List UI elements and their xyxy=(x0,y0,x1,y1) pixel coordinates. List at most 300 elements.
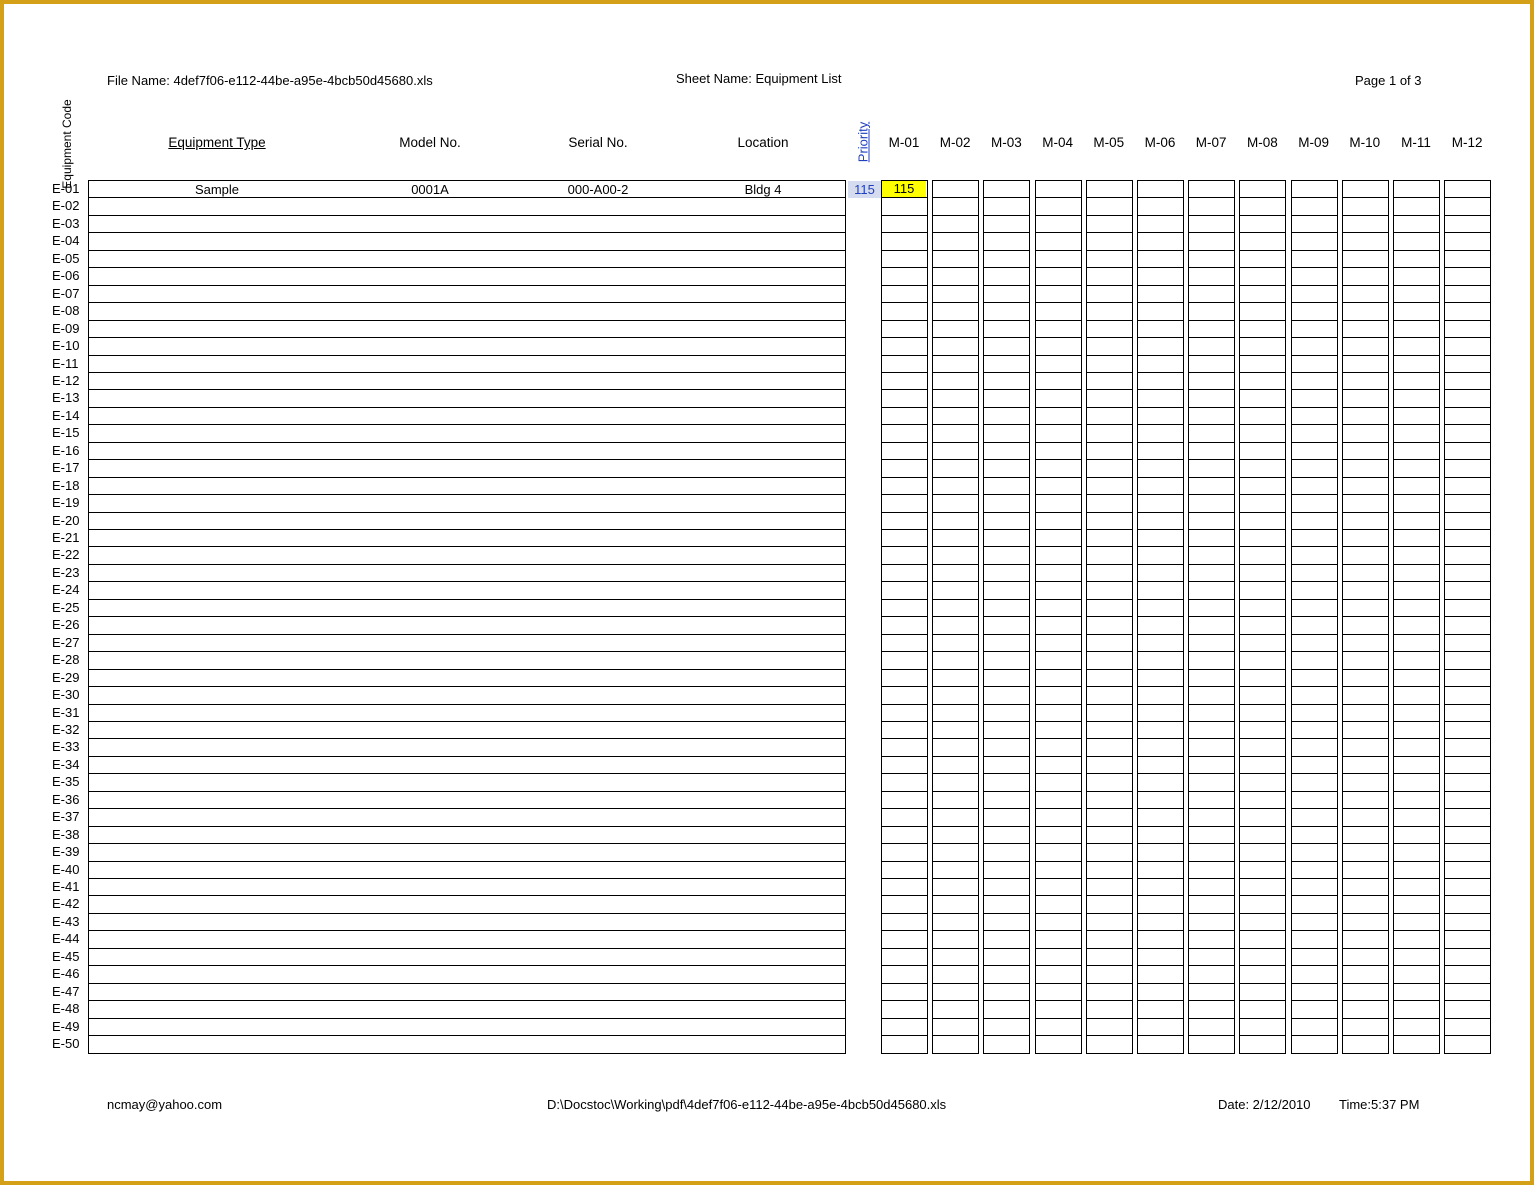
month-cell-divider xyxy=(983,337,1030,338)
month-cell-divider xyxy=(1239,1053,1286,1054)
month-cell-divider xyxy=(1342,337,1389,338)
month-cell-divider xyxy=(1342,215,1389,216)
month-cell-divider xyxy=(1342,546,1389,547)
month-cell-divider xyxy=(1086,878,1133,879)
month-cell-divider xyxy=(1393,581,1440,582)
month-cell-divider xyxy=(932,651,979,652)
month-cell-divider xyxy=(1086,459,1133,460)
month-cell-divider xyxy=(983,686,1030,687)
month-header: M-07 xyxy=(1195,135,1227,150)
month-cell-divider xyxy=(1188,529,1235,530)
equipment-code-row: E-14 xyxy=(52,407,80,423)
month-cell-divider xyxy=(1035,337,1082,338)
month-cell-divider xyxy=(1137,215,1184,216)
month-cell-divider xyxy=(1291,1000,1338,1001)
month-cell-divider xyxy=(1444,1018,1491,1019)
month-cell-divider xyxy=(1188,320,1235,321)
month-cell-divider xyxy=(983,1000,1030,1001)
month-cell-divider xyxy=(1086,738,1133,739)
month-cell-divider xyxy=(983,826,1030,827)
month-cell-divider xyxy=(1086,564,1133,565)
row-divider xyxy=(88,616,845,617)
row-1-location[interactable]: Bldg 4 xyxy=(744,182,782,197)
month-cell-divider xyxy=(1444,250,1491,251)
row-1-model-no[interactable]: 0001A xyxy=(411,182,449,197)
month-cell-divider xyxy=(1342,738,1389,739)
month-cell-divider xyxy=(1137,512,1184,513)
month-cell-divider xyxy=(1291,808,1338,809)
month-cell-divider xyxy=(1188,389,1235,390)
month-cell-divider xyxy=(1291,983,1338,984)
month-cell-divider xyxy=(1342,1018,1389,1019)
month-cell-divider xyxy=(881,581,928,582)
month-cell-divider xyxy=(1188,669,1235,670)
month-cell-divider xyxy=(1137,599,1184,600)
equipment-code-row: E-27 xyxy=(52,634,80,650)
month-cell-divider xyxy=(1291,616,1338,617)
month-cell-divider xyxy=(881,965,928,966)
month-cell-divider xyxy=(932,616,979,617)
equipment-code-row: E-31 xyxy=(52,704,80,720)
month-cell-divider xyxy=(1393,843,1440,844)
row-1-m01-cell[interactable]: 115 xyxy=(882,181,926,197)
month-cell-divider xyxy=(1342,791,1389,792)
month-cell-divider xyxy=(1291,197,1338,198)
month-cell-divider xyxy=(932,267,979,268)
month-cell-divider xyxy=(1137,738,1184,739)
month-cell-divider xyxy=(1393,424,1440,425)
month-cell-divider xyxy=(1291,1018,1338,1019)
row-1-priority[interactable]: 115 xyxy=(848,181,881,198)
month-cell-divider xyxy=(932,721,979,722)
month-cell-divider xyxy=(1137,546,1184,547)
row-divider xyxy=(88,546,845,547)
month-cell-divider xyxy=(932,756,979,757)
month-cell-divider xyxy=(1137,285,1184,286)
month-cell-divider xyxy=(1188,599,1235,600)
month-cell-divider xyxy=(1035,634,1082,635)
month-cell-divider xyxy=(1035,564,1082,565)
month-cell-divider xyxy=(1342,686,1389,687)
month-cell-divider xyxy=(1444,389,1491,390)
priority-header-link[interactable]: Priority xyxy=(855,121,871,163)
equipment-code-row: E-41 xyxy=(52,879,80,894)
month-cell-divider xyxy=(1035,599,1082,600)
month-cell-divider xyxy=(881,267,928,268)
month-cell-divider xyxy=(1137,686,1184,687)
month-cell-divider xyxy=(1393,930,1440,931)
month-cell-divider xyxy=(1239,424,1286,425)
month-cell-divider xyxy=(1086,616,1133,617)
month-cell-divider xyxy=(1239,861,1286,862)
month-cell-divider xyxy=(1291,232,1338,233)
month-cell-divider xyxy=(1188,337,1235,338)
month-cell-divider xyxy=(932,180,979,181)
row-divider xyxy=(88,337,845,338)
month-cell-divider xyxy=(881,302,928,303)
month-cell-divider xyxy=(1086,965,1133,966)
month-cell-divider xyxy=(1393,808,1440,809)
month-cell-divider xyxy=(1342,442,1389,443)
month-header: M-03 xyxy=(991,135,1022,150)
month-cell-divider xyxy=(1291,791,1338,792)
month-cell-divider xyxy=(1291,599,1338,600)
month-cell-divider xyxy=(1393,302,1440,303)
month-cell-divider xyxy=(1444,651,1491,652)
month-cell-divider xyxy=(1342,529,1389,530)
month-cell-divider xyxy=(1342,599,1389,600)
month-cell-divider xyxy=(1342,477,1389,478)
month-cell-divider xyxy=(1035,197,1082,198)
month-cell-divider xyxy=(1086,843,1133,844)
priority-header[interactable] xyxy=(848,112,878,172)
month-cell-divider xyxy=(881,1053,928,1054)
month-cell-divider xyxy=(1342,704,1389,705)
month-cell-divider xyxy=(983,738,1030,739)
month-cell-divider xyxy=(1291,337,1338,338)
month-cell-divider xyxy=(1239,948,1286,949)
footer-email: ncmay@yahoo.com xyxy=(107,1097,223,1112)
month-cell-divider xyxy=(1137,616,1184,617)
month-cell-divider xyxy=(1137,302,1184,303)
equipment-code-row: E-46 xyxy=(52,966,80,982)
month-cell-divider xyxy=(1239,878,1286,879)
month-cell-divider xyxy=(1239,389,1286,390)
month-cell-divider xyxy=(881,843,928,844)
month-cell-divider xyxy=(1086,389,1133,390)
month-cell-divider xyxy=(1086,599,1133,600)
row-divider xyxy=(88,686,845,687)
row-divider xyxy=(88,320,845,321)
row-1-equipment-type[interactable]: Sample xyxy=(194,182,240,197)
month-cell-divider xyxy=(1444,1053,1491,1054)
month-cell-divider xyxy=(1137,861,1184,862)
month-cell-divider xyxy=(1393,320,1440,321)
month-cell-divider xyxy=(1086,180,1133,181)
month-cell-divider xyxy=(1444,529,1491,530)
row-divider xyxy=(88,651,845,652)
month-cell-divider xyxy=(1342,389,1389,390)
month-cell-divider xyxy=(932,704,979,705)
equipment-code-row: E-21 xyxy=(52,530,80,545)
month-cell-divider xyxy=(932,407,979,408)
month-cell-divider xyxy=(881,861,928,862)
month-cell-divider xyxy=(1393,913,1440,914)
month-cell-divider xyxy=(1393,285,1440,286)
month-cell-divider xyxy=(1239,494,1286,495)
month-cell-divider xyxy=(1188,843,1235,844)
month-cell-divider xyxy=(983,965,1030,966)
equipment-code-row: E-13 xyxy=(52,390,80,406)
month-cell-divider xyxy=(983,983,1030,984)
row-divider xyxy=(88,913,845,914)
month-cell-divider xyxy=(1444,738,1491,739)
month-cell-divider xyxy=(1035,930,1082,931)
month-cell-divider xyxy=(1239,704,1286,705)
month-cell-divider xyxy=(1188,651,1235,652)
month-cell-divider xyxy=(1291,704,1338,705)
month-cell-divider xyxy=(932,843,979,844)
row-divider xyxy=(88,948,845,949)
month-cell-divider xyxy=(1444,477,1491,478)
month-cell-divider xyxy=(1035,250,1082,251)
month-cell-divider xyxy=(1086,1018,1133,1019)
month-cell-divider xyxy=(1444,756,1491,757)
month-cell-divider xyxy=(1444,215,1491,216)
month-cell-divider xyxy=(881,599,928,600)
month-cell-divider xyxy=(881,232,928,233)
equipment-code-row: E-11 xyxy=(52,355,79,371)
month-cell-divider xyxy=(881,773,928,774)
month-cell-divider xyxy=(1035,1053,1082,1054)
month-cell-divider xyxy=(1393,686,1440,687)
month-cell-divider xyxy=(1086,634,1133,635)
month-cell-divider xyxy=(881,756,928,757)
month-cell-divider xyxy=(1188,616,1235,617)
month-cell-divider xyxy=(1342,355,1389,356)
month-cell-divider xyxy=(1444,721,1491,722)
month-cell-divider xyxy=(1137,267,1184,268)
table-border xyxy=(88,180,89,1054)
month-cell-divider xyxy=(1137,895,1184,896)
month-cell-divider xyxy=(1444,355,1491,356)
month-cell-divider xyxy=(1444,372,1491,373)
month-cell-divider xyxy=(1444,1035,1491,1036)
month-cell-divider xyxy=(1035,913,1082,914)
row-divider xyxy=(88,355,845,356)
month-cell-divider xyxy=(1188,512,1235,513)
month-cell-divider xyxy=(1188,704,1235,705)
month-cell-divider xyxy=(1035,738,1082,739)
month-cell-divider xyxy=(1444,302,1491,303)
month-cell-divider xyxy=(1188,895,1235,896)
month-cell-divider xyxy=(1239,529,1286,530)
month-cell-divider xyxy=(1444,285,1491,286)
month-header: M-05 xyxy=(1093,135,1125,150)
month-cell-divider xyxy=(1393,826,1440,827)
month-cell-divider xyxy=(1393,1018,1440,1019)
month-cell-divider xyxy=(983,930,1030,931)
row-divider xyxy=(88,1053,845,1054)
month-cell-divider xyxy=(1291,424,1338,425)
month-cell-divider xyxy=(1239,895,1286,896)
month-cell-divider xyxy=(1291,913,1338,914)
month-cell-divider xyxy=(932,494,979,495)
month-cell-divider xyxy=(1086,285,1133,286)
month-cell-divider xyxy=(1035,808,1082,809)
month-cell-divider xyxy=(1137,1035,1184,1036)
month-cell-divider xyxy=(932,878,979,879)
month-cell-divider xyxy=(1393,529,1440,530)
month-cell-divider xyxy=(1291,459,1338,460)
month-cell-divider xyxy=(1137,1053,1184,1054)
month-cell-divider xyxy=(1239,459,1286,460)
month-cell-divider xyxy=(932,599,979,600)
row-divider xyxy=(88,250,845,251)
month-cell-divider xyxy=(1393,232,1440,233)
month-cell-divider xyxy=(983,512,1030,513)
month-cell-divider xyxy=(1086,424,1133,425)
month-cell-divider xyxy=(1239,599,1286,600)
month-cell-divider xyxy=(1035,983,1082,984)
month-cell-divider xyxy=(1188,581,1235,582)
month-cell-divider xyxy=(1393,372,1440,373)
month-cell-divider xyxy=(1035,791,1082,792)
month-cell-divider xyxy=(881,616,928,617)
month-cell-divider xyxy=(1342,721,1389,722)
month-cell-divider xyxy=(1035,320,1082,321)
month-cell-divider xyxy=(1393,389,1440,390)
month-cell-divider xyxy=(1342,1053,1389,1054)
month-cell-divider xyxy=(1291,669,1338,670)
month-header: M-06 xyxy=(1144,135,1176,150)
month-cell-divider xyxy=(1444,895,1491,896)
month-header: M-10 xyxy=(1349,135,1381,150)
month-cell-divider xyxy=(1035,459,1082,460)
equipment-code-row: E-40 xyxy=(52,861,80,877)
month-cell-divider xyxy=(932,895,979,896)
month-cell-divider xyxy=(1188,250,1235,251)
month-cell-divider xyxy=(983,1053,1030,1054)
row-divider xyxy=(88,930,845,931)
month-cell-divider xyxy=(1239,337,1286,338)
month-cell-divider xyxy=(1086,773,1133,774)
month-cell-divider xyxy=(1137,477,1184,478)
month-cell-divider xyxy=(1188,983,1235,984)
month-cell-divider xyxy=(1393,861,1440,862)
month-cell-divider xyxy=(1188,861,1235,862)
month-cell-divider xyxy=(983,197,1030,198)
equipment-code-row: E-24 xyxy=(52,582,80,598)
month-cell-divider xyxy=(932,808,979,809)
month-cell-divider xyxy=(1291,302,1338,303)
month-cell-divider xyxy=(1188,442,1235,443)
month-cell-divider xyxy=(932,250,979,251)
month-cell-divider xyxy=(1035,773,1082,774)
month-cell-divider xyxy=(1035,878,1082,879)
month-cell-divider xyxy=(1393,180,1440,181)
month-cell-divider xyxy=(1239,965,1286,966)
row-divider xyxy=(88,861,845,862)
month-cell-divider xyxy=(1188,285,1235,286)
row-divider xyxy=(88,564,845,565)
month-cell-divider xyxy=(881,808,928,809)
month-cell-divider xyxy=(1239,250,1286,251)
month-cell-divider xyxy=(983,704,1030,705)
month-cell-divider xyxy=(1035,407,1082,408)
month-cell-divider xyxy=(1444,581,1491,582)
month-cell-divider xyxy=(1444,878,1491,879)
month-cell-divider xyxy=(1291,529,1338,530)
month-cell-divider xyxy=(932,459,979,460)
month-cell-divider xyxy=(1291,442,1338,443)
month-cell-divider xyxy=(1239,477,1286,478)
month-cell-divider xyxy=(1239,791,1286,792)
month-cell-divider xyxy=(1393,651,1440,652)
month-cell-divider xyxy=(983,756,1030,757)
month-cell-divider xyxy=(1188,1053,1235,1054)
month-cell-divider xyxy=(881,372,928,373)
month-cell-divider xyxy=(1137,721,1184,722)
month-cell-divider xyxy=(1444,791,1491,792)
month-cell-divider xyxy=(1342,861,1389,862)
month-cell-divider xyxy=(1035,285,1082,286)
month-cell-divider xyxy=(932,1053,979,1054)
month-cell-divider xyxy=(1137,704,1184,705)
month-cell-divider xyxy=(1444,669,1491,670)
month-cell-divider xyxy=(1393,564,1440,565)
month-cell-divider xyxy=(1137,791,1184,792)
month-cell-divider xyxy=(1239,930,1286,931)
equipment-type-header: Equipment Type xyxy=(168,135,266,150)
row-divider xyxy=(88,1000,845,1001)
month-cell-divider xyxy=(1291,651,1338,652)
month-cell-divider xyxy=(1137,948,1184,949)
month-cell-divider xyxy=(1444,197,1491,198)
equipment-code-row: E-05 xyxy=(52,250,80,266)
month-cell-divider xyxy=(1035,965,1082,966)
month-cell-divider xyxy=(1393,494,1440,495)
row-divider xyxy=(88,529,845,530)
row-1-serial-no[interactable]: 000-A00-2 xyxy=(567,182,629,197)
month-cell-divider xyxy=(1342,320,1389,321)
month-cell-divider xyxy=(1393,512,1440,513)
month-cell-divider xyxy=(983,546,1030,547)
month-cell-divider xyxy=(983,459,1030,460)
month-cell-divider xyxy=(1342,407,1389,408)
month-cell-divider xyxy=(1188,826,1235,827)
month-cell-divider xyxy=(1342,948,1389,949)
month-cell-divider xyxy=(881,494,928,495)
month-cell-divider xyxy=(1188,721,1235,722)
equipment-code-row: E-18 xyxy=(52,477,80,493)
month-cell-divider xyxy=(881,546,928,547)
month-cell-divider xyxy=(1444,686,1491,687)
month-cell-divider xyxy=(1035,721,1082,722)
month-cell-divider xyxy=(1444,442,1491,443)
month-cell-divider xyxy=(1086,861,1133,862)
month-cell-divider xyxy=(1137,320,1184,321)
month-cell-divider xyxy=(1188,791,1235,792)
equipment-code-row: E-22 xyxy=(52,547,80,563)
month-cell-divider xyxy=(1393,948,1440,949)
month-cell-divider xyxy=(1086,721,1133,722)
month-cell-divider xyxy=(1137,913,1184,914)
month-cell-divider xyxy=(1393,459,1440,460)
month-cell-divider xyxy=(1035,215,1082,216)
month-cell-divider xyxy=(983,843,1030,844)
month-cell-divider xyxy=(983,861,1030,862)
month-cell-divider xyxy=(932,442,979,443)
month-cell-divider xyxy=(983,372,1030,373)
equipment-code-row: E-10 xyxy=(52,338,80,354)
row-divider xyxy=(88,424,845,425)
footer-date: Date: 2/12/2010 xyxy=(1218,1097,1311,1112)
month-cell-divider xyxy=(1291,895,1338,896)
month-cell-divider xyxy=(983,180,1030,181)
equipment-code-row: E-07 xyxy=(52,285,80,301)
equipment-code-row: E-20 xyxy=(52,512,80,528)
month-cell-divider xyxy=(1291,773,1338,774)
month-cell-divider xyxy=(1291,267,1338,268)
month-cell-divider xyxy=(1035,180,1082,181)
month-cell-divider xyxy=(1291,250,1338,251)
equipment-code-row: E-45 xyxy=(52,948,80,964)
month-cell-divider xyxy=(1393,738,1440,739)
month-cell-divider xyxy=(1444,407,1491,408)
month-cell-divider xyxy=(1444,948,1491,949)
month-cell-divider xyxy=(1239,512,1286,513)
